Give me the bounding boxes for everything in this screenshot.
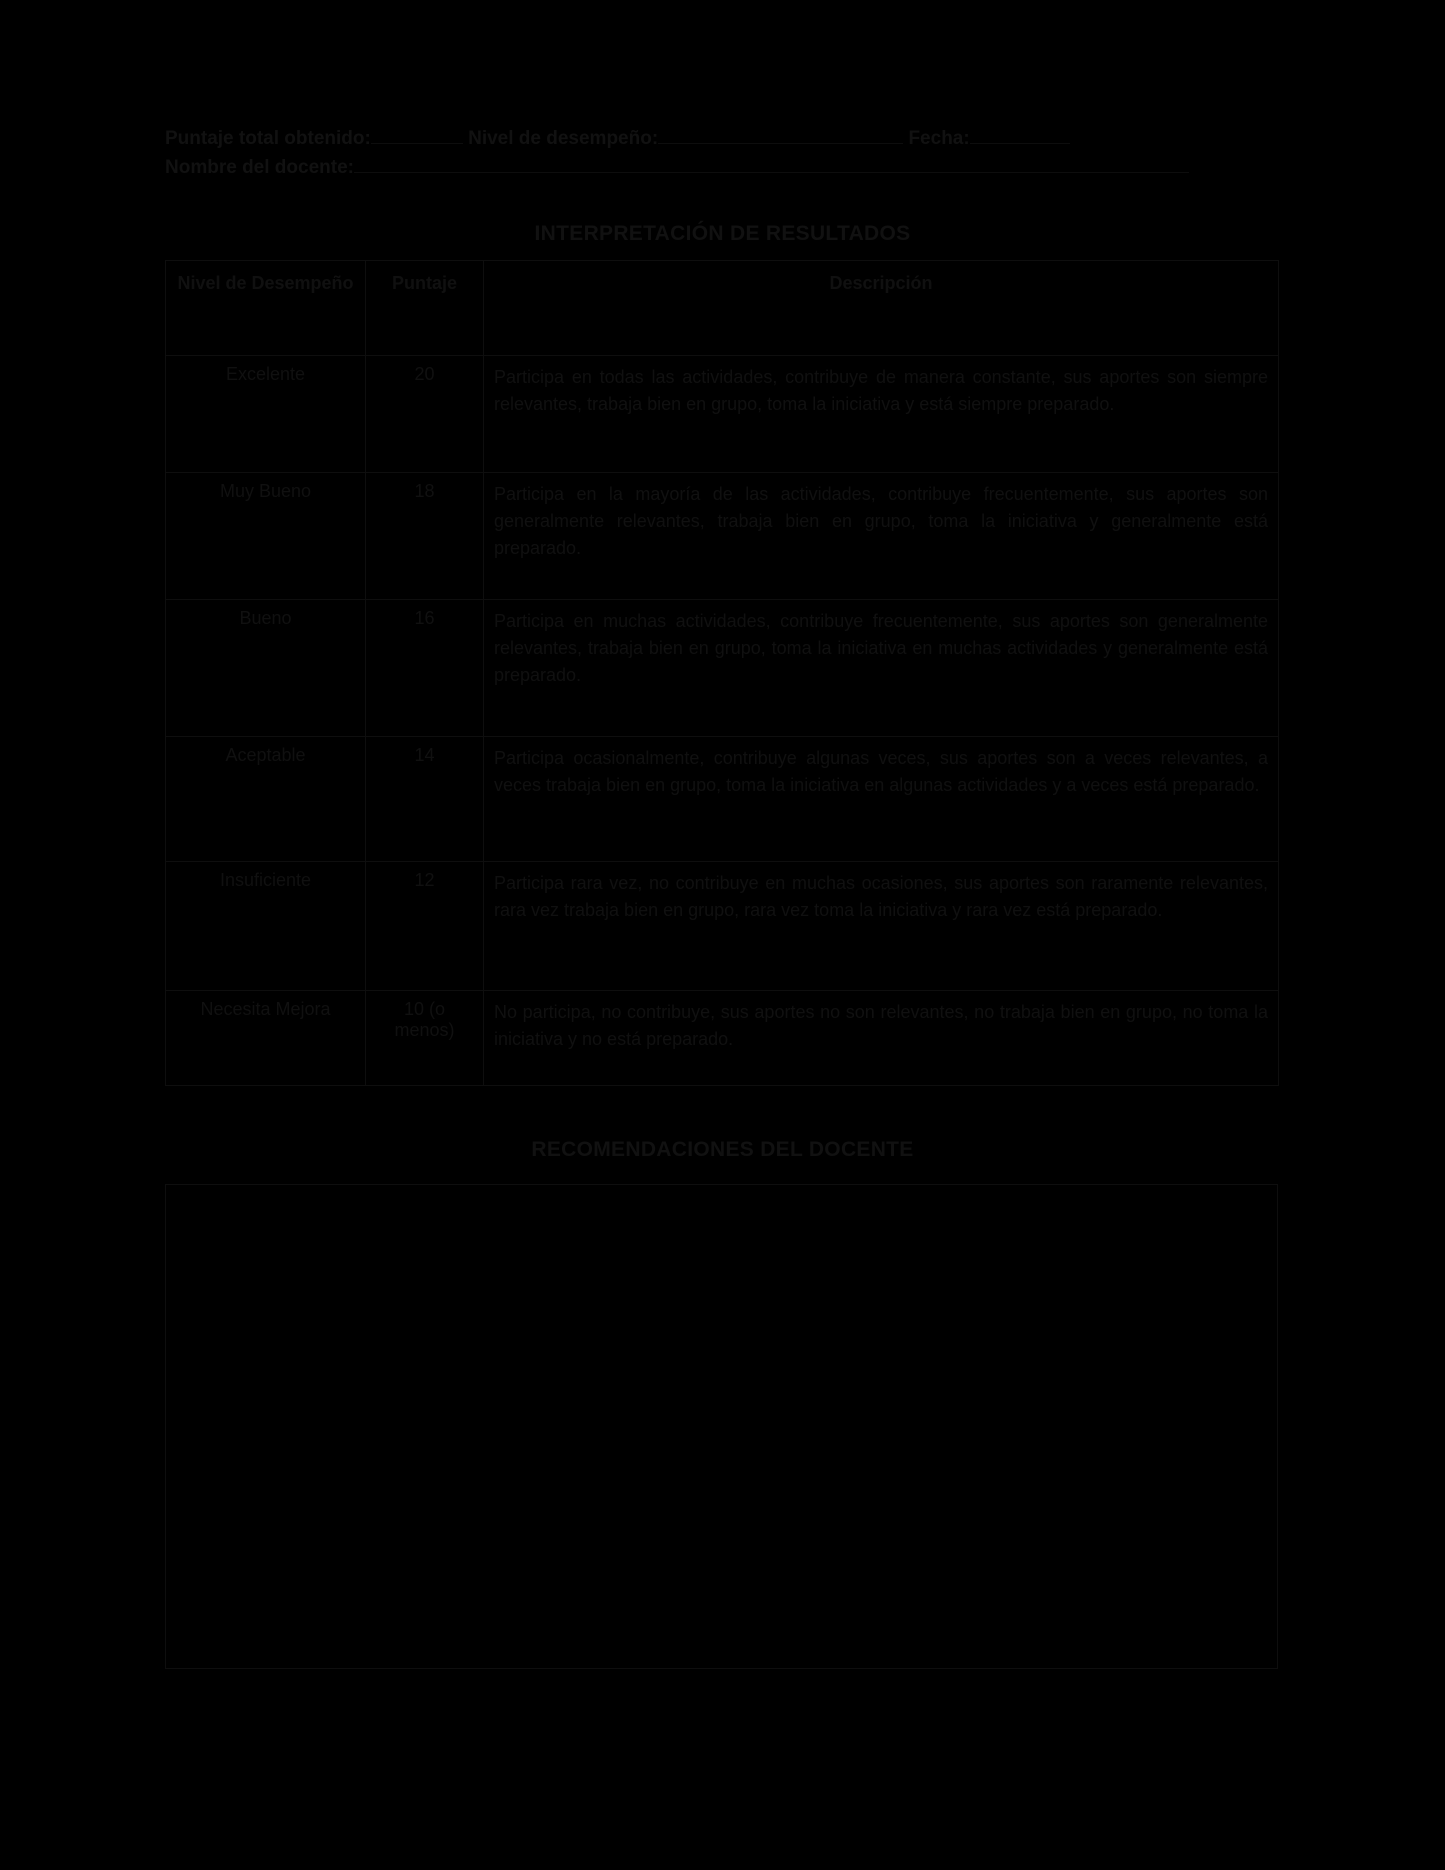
table-row <box>166 991 1279 1086</box>
table-row <box>166 737 1279 862</box>
teacher-name-blank[interactable] <box>354 155 1189 173</box>
table-row <box>166 600 1279 737</box>
header-line-2 <box>165 154 1280 183</box>
recommendations-input-box[interactable] <box>165 1184 1278 1669</box>
table-row <box>166 473 1279 600</box>
table-row <box>166 356 1279 473</box>
cell-descripcion: Participa en la mayoría de las actividades, contribuye frecuentemente, sus aportes son generalmente relevantes, trabaja bien en grupo, toma la iniciativa y generalmente está preparado. <box>484 473 1279 600</box>
document-content <box>165 125 1280 1669</box>
table-row <box>166 862 1279 991</box>
interpretation-title: INTERPRETACIÓN DE RESULTADOS <box>534 222 911 245</box>
cell-descripcion: Participa rara vez, no contribuye en muchas ocasiones, sus aportes son raramente relevantes, rara vez trabaja bien en grupo, rara vez toma la iniciativa y rara vez está preparado. <box>484 862 1279 991</box>
cell-puntaje: 10 (o menos) <box>366 991 484 1086</box>
total-score-blank[interactable] <box>371 126 463 144</box>
header-fields <box>165 125 1280 182</box>
cell-nivel: Aceptable <box>166 737 366 862</box>
cell-descripcion: Participa en muchas actividades, contribuye frecuentemente, sus aportes son generalmente relevantes, trabaja bien en grupo, toma la iniciativa en muchas actividades y generalmente está preparado. <box>484 600 1279 737</box>
cell-nivel: Muy Bueno <box>166 473 366 600</box>
column-header-puntaje: Puntaje <box>366 261 484 356</box>
cell-nivel: Excelente <box>166 356 366 473</box>
column-header-nivel: Nivel de Desempeño <box>166 261 366 356</box>
date-blank[interactable] <box>970 126 1070 144</box>
cell-puntaje: 16 <box>366 600 484 737</box>
total-score-label: Puntaje total obtenido: <box>165 128 371 149</box>
cell-puntaje: 18 <box>366 473 484 600</box>
cell-descripcion: No participa, no contribuye, sus aportes no son relevantes, no trabaja bien en grupo, no toma la iniciativa y no está preparado. <box>484 991 1279 1086</box>
recommendations-title: RECOMENDACIONES DEL DOCENTE <box>531 1138 914 1161</box>
cell-puntaje: 12 <box>366 862 484 991</box>
cell-nivel: Bueno <box>166 600 366 737</box>
date-label: Fecha: <box>908 128 970 149</box>
cell-descripcion: Participa en todas las actividades, contribuye de manera constante, sus aportes son siempre relevantes, trabaja bien en grupo, toma la iniciativa y está siempre preparado. <box>484 356 1279 473</box>
teacher-name-label: Nombre del docente: <box>165 156 354 178</box>
cell-nivel: Necesita Mejora <box>166 991 366 1086</box>
cell-descripcion: Participa ocasionalmente, contribuye algunas veces, sus aportes son a veces relevantes, a veces trabaja bien en grupo, toma la iniciativa en algunas actividades y a veces está preparado. <box>484 737 1279 862</box>
performance-level-blank[interactable] <box>658 126 903 144</box>
column-header-descripcion: Descripción <box>484 261 1279 356</box>
cell-puntaje: 20 <box>366 356 484 473</box>
header-line-1 <box>165 125 1280 154</box>
cell-nivel: Insuficiente <box>166 862 366 991</box>
table-header-row <box>166 261 1279 356</box>
cell-puntaje: 14 <box>366 737 484 862</box>
performance-level-label: Nivel de desempeño: <box>468 128 659 149</box>
interpretation-table <box>165 260 1279 1086</box>
